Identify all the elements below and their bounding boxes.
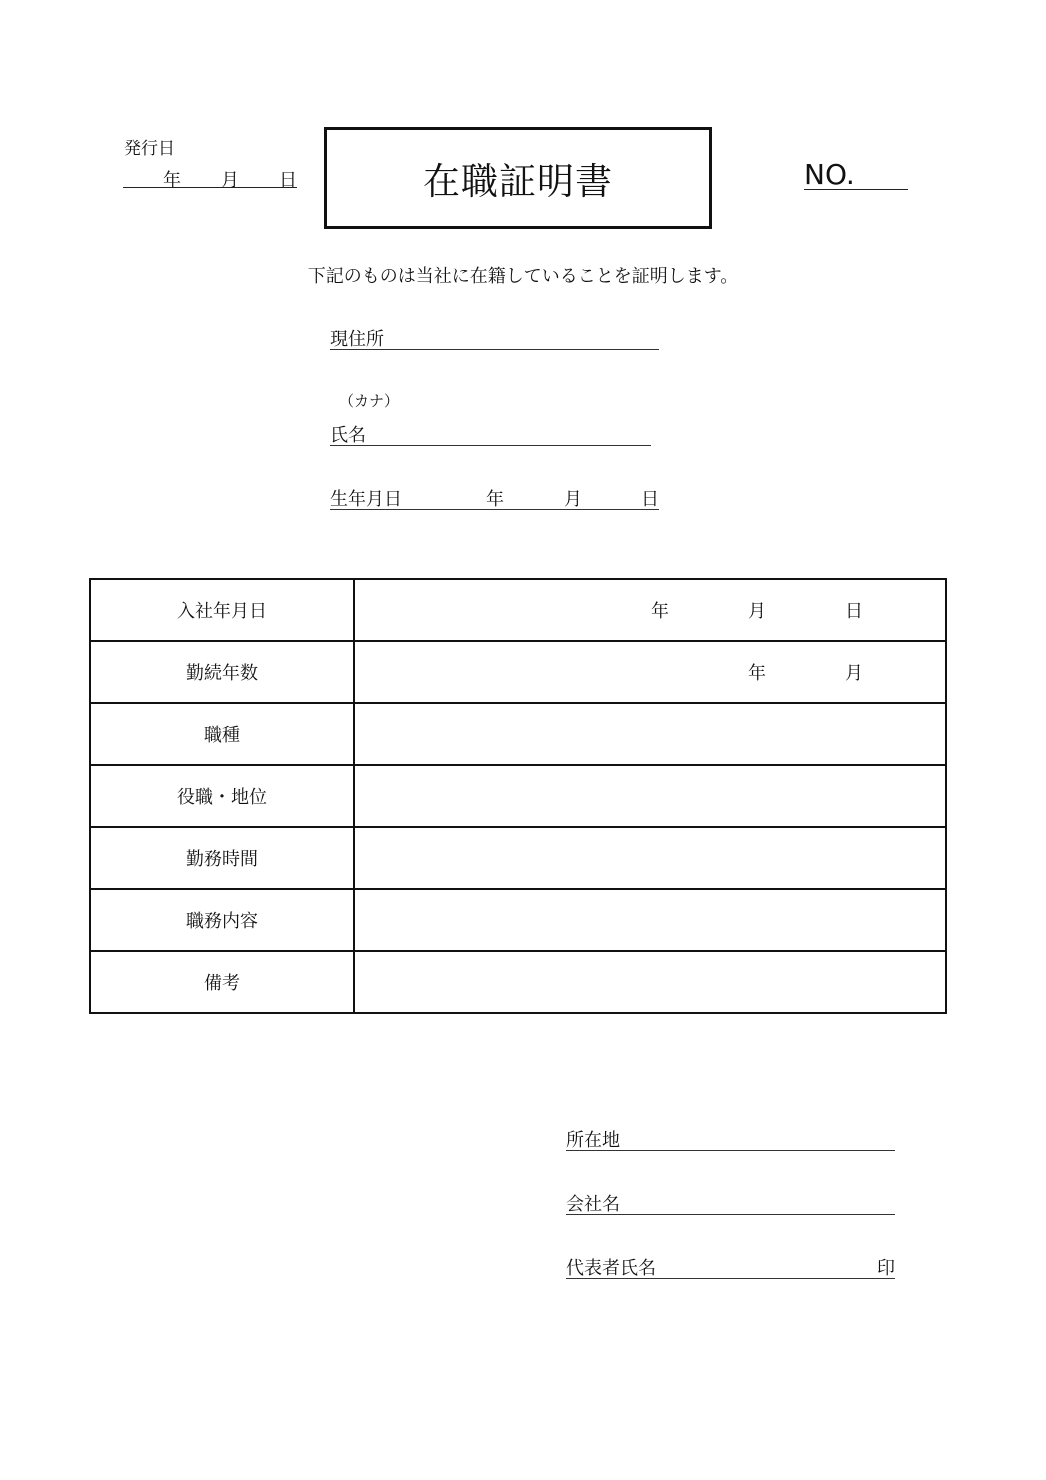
job-duties-label: 職務内容 bbox=[90, 889, 354, 951]
job-type-label: 職種 bbox=[90, 703, 354, 765]
document-number-label: NO. bbox=[804, 158, 855, 191]
years-of-service-label: 勤続年数 bbox=[90, 641, 354, 703]
hire-year-unit: 年 bbox=[651, 601, 669, 622]
company-name-label: 会社名 bbox=[566, 1194, 620, 1215]
employment-table bbox=[89, 578, 947, 1014]
job-duties-value[interactable] bbox=[354, 889, 946, 951]
working-hours-label: 勤務時間 bbox=[90, 827, 354, 889]
hire-date-value[interactable] bbox=[354, 579, 946, 641]
issue-day-unit: 日 bbox=[279, 170, 297, 191]
hire-day-unit: 日 bbox=[845, 601, 863, 622]
address-label: 現住所 bbox=[330, 329, 384, 350]
address-field[interactable] bbox=[330, 325, 659, 350]
name-field[interactable] bbox=[330, 421, 651, 446]
table-row bbox=[90, 641, 946, 703]
name-label: 氏名 bbox=[330, 425, 366, 446]
hire-date-label: 入社年月日 bbox=[90, 579, 354, 641]
issue-year-unit: 年 bbox=[163, 170, 181, 191]
hire-month-unit: 月 bbox=[748, 601, 766, 622]
birth-year-unit: 年 bbox=[486, 489, 504, 510]
position-label: 役職・地位 bbox=[90, 765, 354, 827]
years-of-service-value[interactable] bbox=[354, 641, 946, 703]
table-row bbox=[90, 765, 946, 827]
issue-month-unit: 月 bbox=[221, 170, 239, 191]
position-value[interactable] bbox=[354, 765, 946, 827]
title-box bbox=[324, 127, 712, 229]
birth-month-unit: 月 bbox=[564, 489, 582, 510]
representative-label: 代表者氏名 bbox=[566, 1258, 656, 1279]
seal-mark: 印 bbox=[877, 1258, 895, 1279]
service-year-unit: 年 bbox=[748, 663, 766, 684]
remarks-label: 備考 bbox=[90, 951, 354, 1013]
company-location-label: 所在地 bbox=[566, 1130, 620, 1151]
document-title: 在職証明書 bbox=[423, 160, 613, 203]
company-location-field[interactable] bbox=[566, 1126, 895, 1151]
job-type-value[interactable] bbox=[354, 703, 946, 765]
representative-field[interactable] bbox=[566, 1254, 895, 1279]
table-row bbox=[90, 827, 946, 889]
table-row bbox=[90, 579, 946, 641]
table-row bbox=[90, 889, 946, 951]
remarks-value[interactable] bbox=[354, 951, 946, 1013]
working-hours-value[interactable] bbox=[354, 827, 946, 889]
company-name-field[interactable] bbox=[566, 1190, 895, 1215]
birthdate-label: 生年月日 bbox=[330, 489, 402, 510]
certification-statement: 下記のものは当社に在籍していることを証明します。 bbox=[307, 266, 739, 287]
birth-day-unit: 日 bbox=[641, 489, 659, 510]
birthdate-field[interactable] bbox=[330, 485, 659, 510]
document-number-field[interactable] bbox=[804, 158, 908, 190]
issue-date-field[interactable] bbox=[123, 166, 297, 191]
issue-date-label: 発行日 bbox=[124, 139, 175, 159]
service-month-unit: 月 bbox=[845, 663, 863, 684]
table-row bbox=[90, 703, 946, 765]
table-row bbox=[90, 951, 946, 1013]
kana-label: （カナ） bbox=[339, 392, 400, 410]
